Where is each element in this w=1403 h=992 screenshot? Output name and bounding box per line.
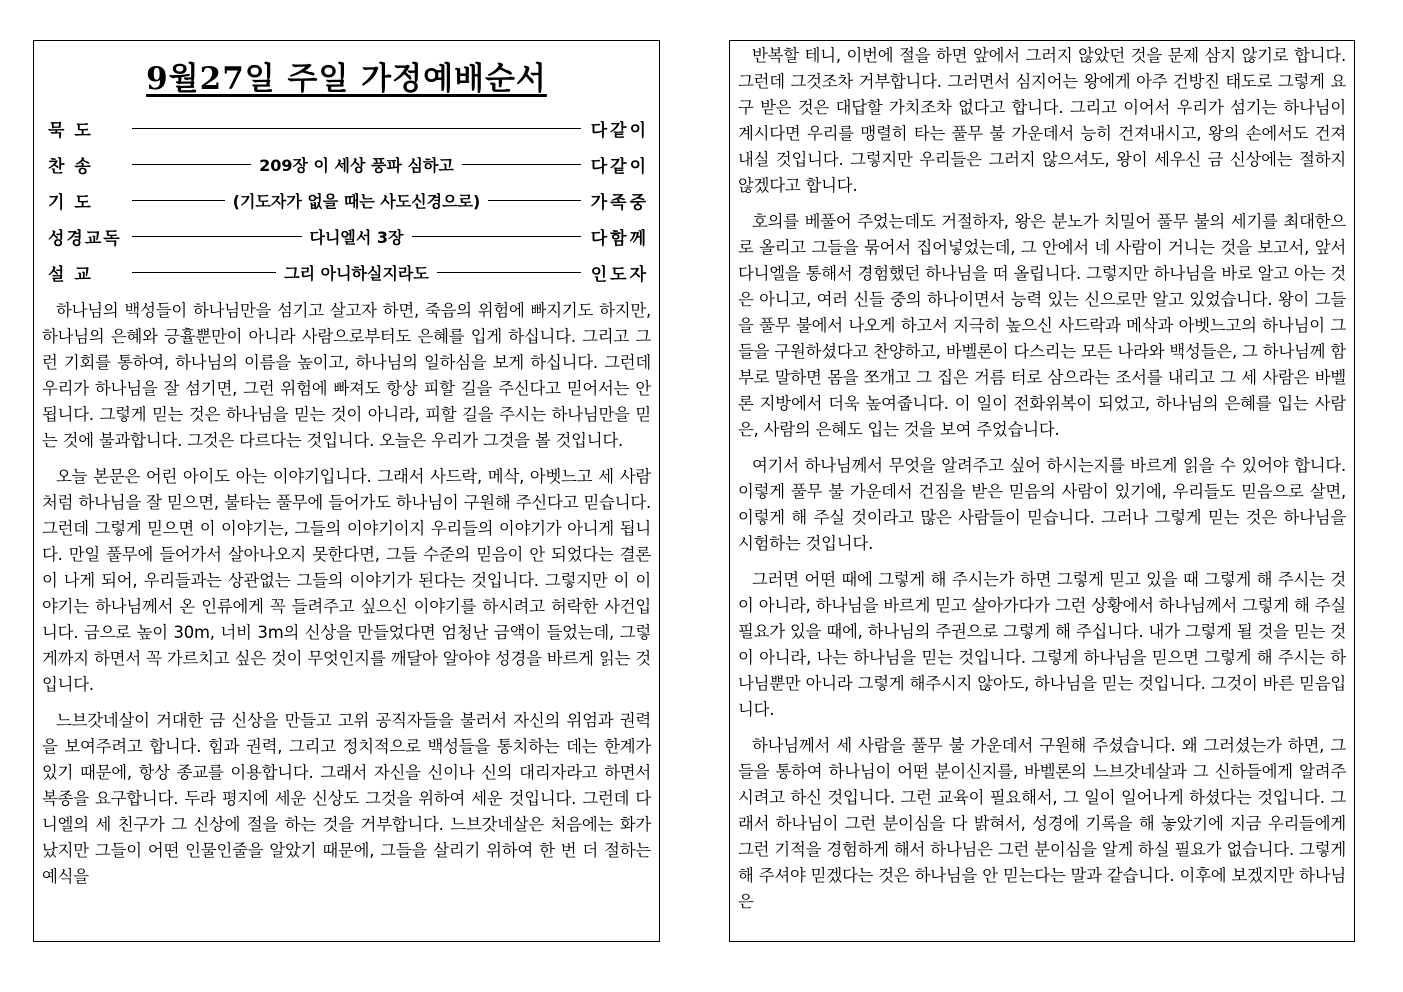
order-row <box>48 146 649 182</box>
worship-order <box>48 110 649 290</box>
order-label: 기 도 <box>48 192 93 213</box>
paragraph: 여기서 하나님께서 무엇을 알려주고 싶어 하시는지를 바르게 읽을 수 있어야 합니다. 이렇게 풀무 불 가운데서 건짐을 받은 믿음의 사람이 있기에, 우리들도 믿음으로 살면, 이렇게 해 주실 것이라고 많은 사람들이 믿습니다. 그러나 그렇게 믿는 것은 하나님을 시험하는 것입니다. <box>738 456 1346 553</box>
order-participant: 다함께 <box>590 228 650 249</box>
paragraph: 하나님께서 세 사람을 풀무 불 가운데서 구원해 주셨습니다. 왜 그러셨는가 하면, 그들을 통하여 하나님이 어떤 분이신지를, 바벨론의 느브갓네살과 그 신하들에게 알려주시려고 하신 것입니다. 그런 교육이 필요해서, 그 일이 일어나게 하셨다는 것입니다. 그래서 하나님이 그런 분이심을 다 밝혀서, 성경에 기록을 해 놓았기에 지금 우리들에게 그런 기적을 경험하게 해서 하나님은 그런 분이심을 알게 하실 필요가 없습니다. 그렇게 해 주셔야 믿겠다는 것은 하나님을 안 믿는다는 말과 같습니다. 이후에 보겠지만 하나님은 <box>738 736 1346 911</box>
order-content: 209장 이 세상 풍파 심하고 <box>259 155 454 175</box>
order-leader-line <box>132 128 581 129</box>
right-page <box>729 40 1355 942</box>
order-row <box>48 254 649 290</box>
order-content: 그리 아니하실지라도 <box>284 263 429 283</box>
order-leader-line <box>132 164 251 165</box>
order-leader-line <box>132 236 302 237</box>
order-leader-line <box>132 200 225 201</box>
order-participant: 다같이 <box>590 120 649 141</box>
sermon-text-left <box>42 298 651 890</box>
order-leader-line <box>462 164 581 165</box>
order-label: 찬 송 <box>48 156 93 177</box>
order-participant: 인도자 <box>590 264 649 285</box>
order-content: 다니엘서 3장 <box>309 227 404 247</box>
paragraph: 그러면 어떤 때에 그렇게 해 주시는가 하면 그렇게 믿고 있을 때 그렇게 해 주시는 것이 아니라, 하나님을 바르게 믿고 살아가다가 그런 상황에서 하나님께서 그렇게 해 주실 필요가 있을 때에, 하나님의 주권으로 그렇게 해 주십니다. 내가 그렇게 될 것을 믿는 것이 아니라, 나는 하나님을 믿는 것입니다. 그렇게 하나님을 믿으면 그렇게 해 주시는 하나님뿐만 아니라 그렇게 해주시지 않아도, 하나님을 믿는 것입니다. 그것이 바른 믿음입니다. <box>738 570 1346 719</box>
order-participant: 다같이 <box>590 156 650 177</box>
order-leader-line <box>488 200 581 201</box>
order-label: 설 교 <box>48 264 93 285</box>
order-content: (기도자가 없을 때는 사도신경으로) <box>232 191 481 211</box>
paragraph: 하나님의 백성들이 하나님만을 섬기고 살고자 하면, 죽음의 위험에 빠지기도 하지만, 하나님의 은혜와 긍휼뿐만이 아니라 사람으로부터도 은혜를 입게 하십니다. 그리고 그런 기회를 통하여, 하나님의 이름을 높이고, 하나님의 일하심을 보게 하십니다. 그런데 우리가 하나님을 잘 섬기면, 그런 위험에 빠져도 항상 피할 길을 주신다고 믿어서는 안 됩니다. 그렇게 믿는 것은 하나님을 믿는 것이 아니라, 피할 길을 주시는 하나님만을 믿는 것에 불과합니다. 그것은 다르다는 것입니다. 오늘은 우리가 그것을 볼 것입니다. <box>42 301 651 450</box>
order-row <box>48 182 649 218</box>
order-leader-line <box>437 272 581 273</box>
paragraph: 오늘 본문은 어린 아이도 아는 이야기입니다. 그래서 사드락, 메삭, 아벳느고 세 사람처럼 하나님을 잘 믿으면, 불타는 풀무에 들어가도 하나님이 구원해 주신다고 믿습니다. 그런데 그렇게 믿으면 이 이야기는, 그들의 이야기이지 우리들의 이야기가 아니게 됩니다. 만일 풀무에 들어가서 살아나오지 못한다면, 그들 수준의 믿음이 안 되었다는 결론이 나게 되어, 우리들과는 상관없는 그들의 이야기가 된다는 것입니다. 그렇지만 이 이야기는 하나님께서 온 인류에게 꼭 들려주고 싶으신 이야기를 하시려고 허락한 사건입니다. 금으로 높이 30m, 너비 3m의 신상을 만들었다면 엄청난 금액이 들었는데, 그렇게까지 하면서 꼭 가르치고 싶은 것이 무엇인지를 깨달아 알아야 성경을 바르게 읽는 것입니다. <box>42 467 651 694</box>
paragraph: 느브갓네살이 거대한 금 신상을 만들고 고위 공직자들을 불러서 자신의 위엄과 권력을 보여주려고 합니다. 힘과 권력, 그리고 정치적으로 백성들을 통치하는 데는 한계가 있기 때문에, 항상 종교를 이용합니다. 그래서 자신을 신이나 신의 대리자라고 하면서 복종을 요구합니다. 두라 평지에 세운 신상도 그것을 위하여 세운 것입니다. 그런데 다니엘의 세 친구가 그 신상에 절을 하는 것을 거부합니다. 느브갓네살은 처음에는 화가 났지만 그들이 어떤 인물인줄을 알았기 때문에, 그들을 살리기 위하여 한 번 더 절하는 예식을 <box>42 711 651 886</box>
page-title: 9월27일 주일 가정예배순서 <box>146 61 547 97</box>
left-page <box>33 40 660 942</box>
order-participant: 가족중 <box>590 192 650 213</box>
order-label: 묵 도 <box>48 120 93 141</box>
sermon-text-right <box>738 43 1346 915</box>
order-leader-line <box>132 272 276 273</box>
paragraph: 반복할 테니, 이번에 절을 하면 앞에서 그러지 않았던 것을 문제 삼지 않기로 합니다. 그런데 그것조차 거부합니다. 그러면서 심지어는 왕에게 아주 건방진 태도로 그렇게 요구 받은 것은 대답할 가치조차 없다고 합니다. 그리고 이어서 우리가 섬기는 하나님이 계시다면 우리를 맹렬히 타는 풀무 불 가운데서 능히 건져내시고, 왕의 손에서도 건져 내실 것입니다. 그렇지만 우리들은 그러지 않으셔도, 왕이 세우신 금 신상에는 절하지 않겠다고 합니다. <box>738 46 1346 195</box>
paragraph: 호의를 베풀어 주었는데도 거절하자, 왕은 분노가 치밀어 풀무 불의 세기를 최대한으로 올리고 그들을 묶어서 집어넣었는데, 그 안에서 네 사람이 거니는 것을 보고서, 앞서 다니엘을 통해서 경험했던 하나님을 떠 올립니다. 그렇지만 하나님을 바로 알고 아는 것은 아니고, 여러 신들 중의 하나이면서 능력 있는 신으로만 알고 있었습니다. 왕이 그들을 풀무 불에서 나오게 하고서 지극히 높으신 사드락과 메삭과 아벳느고의 하나님이 그들을 구원하셨다고 찬양하고, 바벨론이 다스리는 모든 나라와 백성들은, 그 하나님께 함부로 말하면 몸을 쪼개고 그 집은 거름 터로 삼으라는 조서를 내리고 그 세 사람은 바벨론 지방에서 더욱 높여줍니다. 이 일이 전화위복이 되었고, 하나님의 은혜를 입는 사람은, 사람의 은혜도 입는 것을 보여 주었습니다. <box>738 212 1346 439</box>
order-label: 성경교독 <box>48 228 122 249</box>
order-row <box>48 110 649 146</box>
order-row <box>48 218 649 254</box>
order-leader-line <box>412 236 582 237</box>
